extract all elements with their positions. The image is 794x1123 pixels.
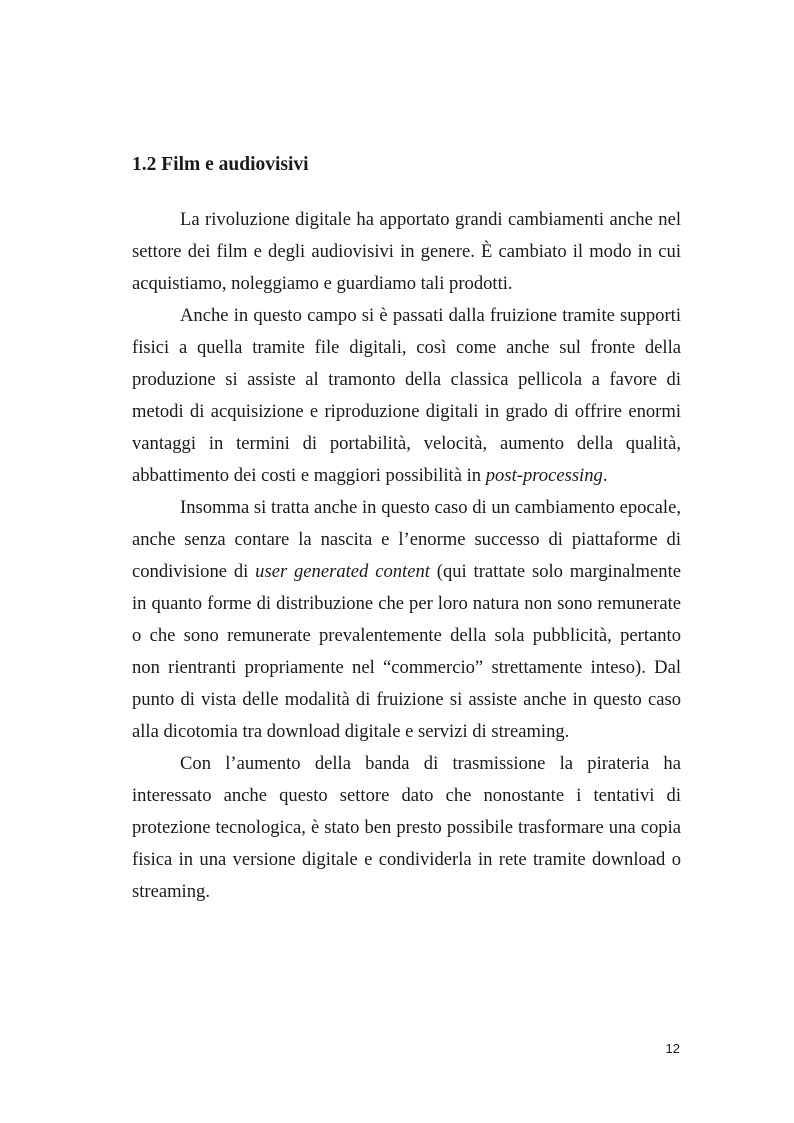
paragraph-3-italic-term: user generated content	[255, 561, 430, 582]
page-number: 12	[665, 1041, 680, 1056]
paragraph-3-text: Insomma si tratta anche in questo caso di un cambiamento epocale, anche senza contare la nascita e l’enorme successo di piattaforme di condivisione di	[132, 497, 681, 582]
paragraph-3-end: (qui trattate solo marginalmente in quanto forme di distribuzione che per loro natura non sono remunerate o che sono remunerate prevalentemente della sola pubblicità, pertanto non rientranti propriamente nel “commercio” strettamente inteso). Dal punto di vista delle modalità di fruizione si assiste anche in questo caso alla dicotomia tra download digitale e servizi di streaming.	[132, 561, 681, 742]
paragraph-1: La rivoluzione digitale ha apportato grandi cambiamenti anche nel settore dei film e degli audiovisivi in genere. È cambiato il modo in cui acquistiamo, noleggiamo e guardiamo tali prodotti.	[132, 209, 681, 294]
body-text	[132, 204, 681, 908]
paragraph-2	[132, 300, 681, 492]
paragraph-2-italic-term: post-processing	[485, 465, 603, 486]
paragraph-2-end: .	[602, 465, 608, 486]
section-heading: 1.2 Film e audiovisivi	[132, 154, 309, 175]
paragraph-2-text: Anche in questo campo si è passati dalla fruizione tramite supporti fisici a quella tramite file digitali, così come anche sul fronte della produzione si assiste al tramonto della classica pellicola a favore di metodi di acquisizione e riproduzione digitali in grado di offrire enormi vantaggi in termini di portabilità, velocità, aumento della qualità, abbattimento dei costi e maggiori possibilità in	[132, 305, 681, 486]
paragraph-3	[132, 492, 681, 748]
paragraph-4: Con l’aumento della banda di trasmissione la pirateria ha interessato anche questo settore dato che nonostante i tentativi di protezione tecnologica, è stato ben presto possibile trasformare una copia fisica in una versione digitale e condividerla in rete tramite download o streaming.	[132, 753, 681, 902]
